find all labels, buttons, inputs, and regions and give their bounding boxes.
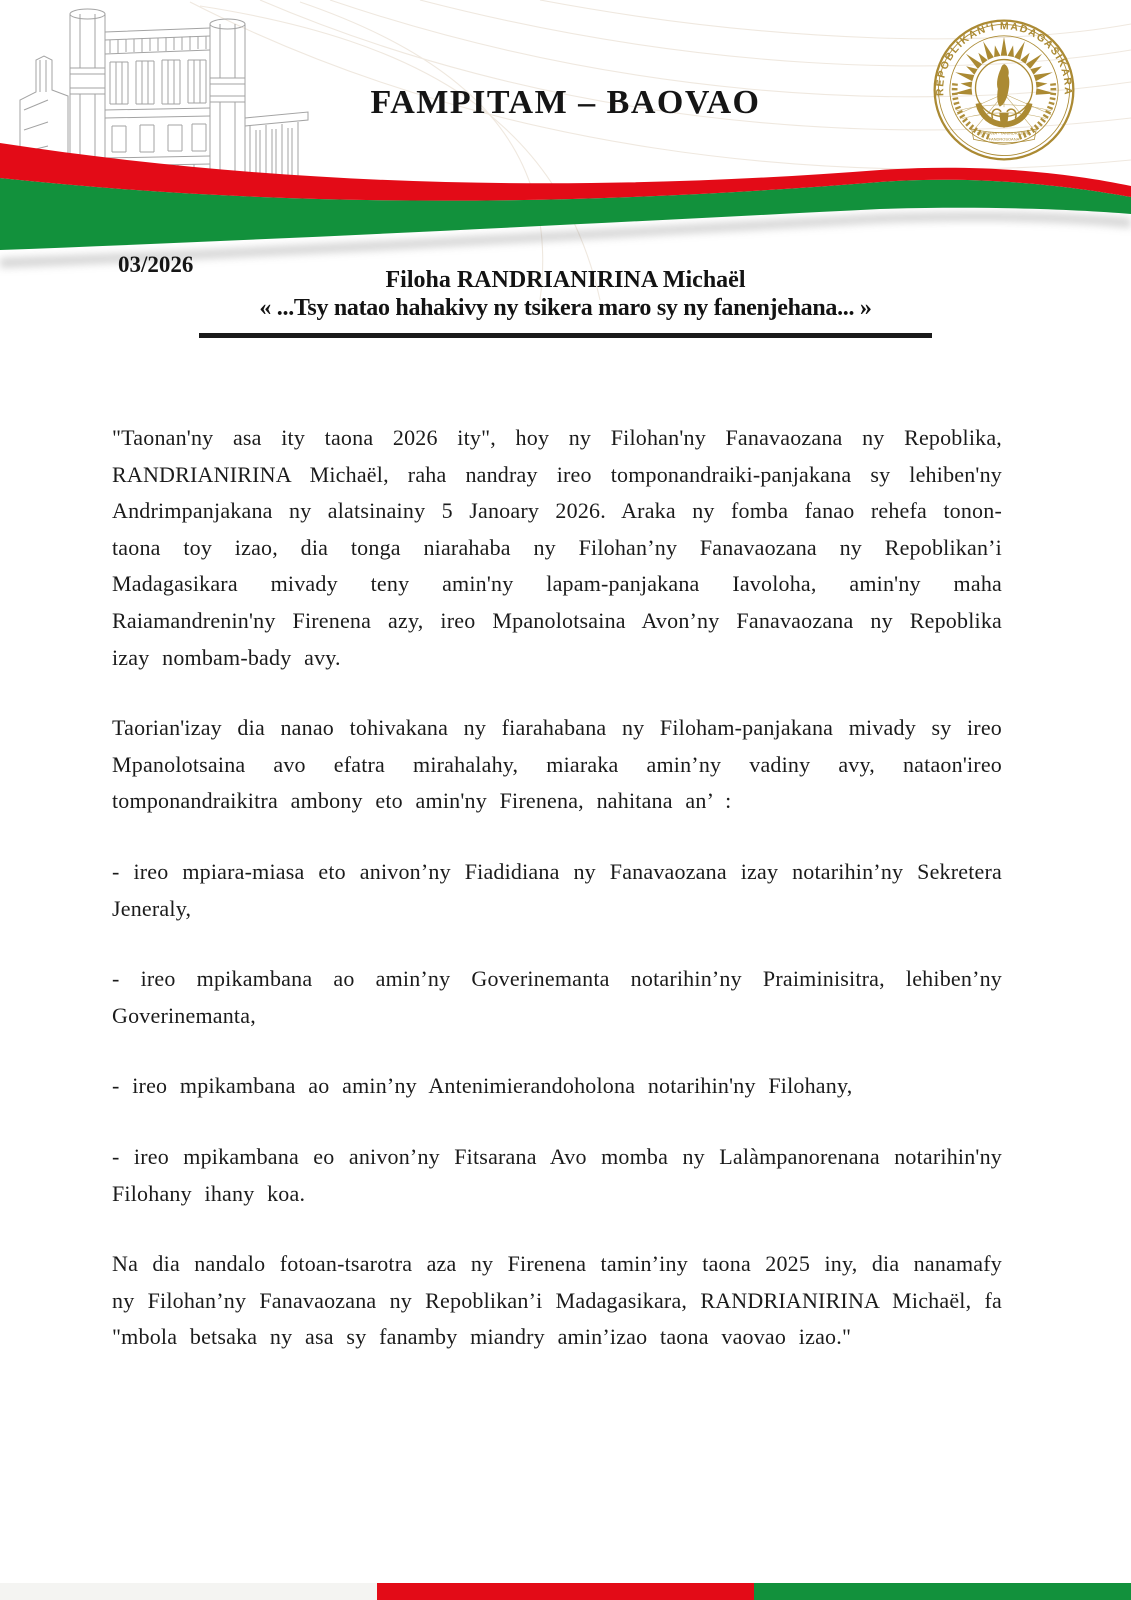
- seal-country-text: REPOBLIKAN'I MADAGASIKARA: [935, 21, 1073, 97]
- headline-quote: « ...Tsy natao hahakivy ny tsikera maro sy ny fanenjehana... »: [259, 295, 872, 321]
- list-item: - ireo mpikambana ao amin’ny Goverinemanta notarihin’ny Praiminisitra, lehiben’ny Goverinemanta,: [112, 966, 1002, 1028]
- article-body: [112, 420, 1002, 1390]
- paragraph: Na dia nandalo fotoan-tsarotra aza ny Firenena tamin’iny taona 2025 iny, dia nanamafy ny Filohan’ny Fanavaozana ny Repoblikan’i Madagasikara, RANDRIANIRINA Michaël, fa "mbola betsaka ny asa sy fanamby miandry amin’izao taona vaovao izao.": [112, 1251, 1002, 1350]
- footer-flag-bar: [0, 1583, 1131, 1600]
- footer-bar-red-segment: [377, 1583, 754, 1600]
- paragraph: "Taonan'ny asa ity taona 2026 ity", hoy ny Filohan'ny Fanavaozana ny Repoblika, RANDRIANIRINA Michaël, raha nandray ireo tomponandraiki-panjakana sy lehiben'ny Andrimpanjakana ny alatsinainy 5 Janoary 2026. Araka ny fomba fanao rehefa tonon-taona toy izao, dia tonga niarahaba ny Filohan’ny Fanavaozana ny Repoblikan’i Madagasikara mivady teny amin'ny lapam-panjakana Iavoloha, amin'ny maha Raiamandrenin'ny Firenena azy, ireo Mpanolotsaina Avon’ny Fanavaozana ny Repoblika izay nombam-bady avy.: [112, 425, 1002, 670]
- masthead-title: FAMPITAM – BAOVAO: [370, 84, 761, 121]
- list-item: - ireo mpikambana ao amin’ny Antenimierandoholona notarihin'ny Filohany,: [112, 1073, 853, 1099]
- footer-bar-green-segment: [754, 1583, 1131, 1600]
- headline-title: Filoha RANDRIANIRINA Michaël: [385, 267, 746, 293]
- footer-bar-gray-segment: [0, 1583, 377, 1600]
- seal-motto-line2: FANDROSOANA: [988, 136, 1020, 142]
- issue-number: 03/2026: [118, 252, 194, 277]
- headline: [199, 267, 932, 338]
- list-item: - ireo mpiara-miasa eto anivon’ny Fiadidiana ny Fanavaozana izay notarihin’ny Sekretera Jeneraly,: [112, 858, 1002, 921]
- paragraph: Taorian'izay dia nanao tohivakana ny fiarahabana ny Filoham-panjakana mivady sy ireo Mpanolotsaina avo efatra mirahalahy, miaraka amin’ny vadiny avy, nataon'ireo tomponandraikitra ambony eto amin'ny Firenena, nahitana an’ :: [112, 715, 1002, 814]
- list-item: - ireo mpikambana eo anivon’ny Fitsarana Avo momba ny Lalàmpanorenana notarihin'ny Filohany ihany koa.: [112, 1143, 1002, 1206]
- seal-motto-line1: FITIAVANA - TANINDRAZANA: [977, 130, 1031, 136]
